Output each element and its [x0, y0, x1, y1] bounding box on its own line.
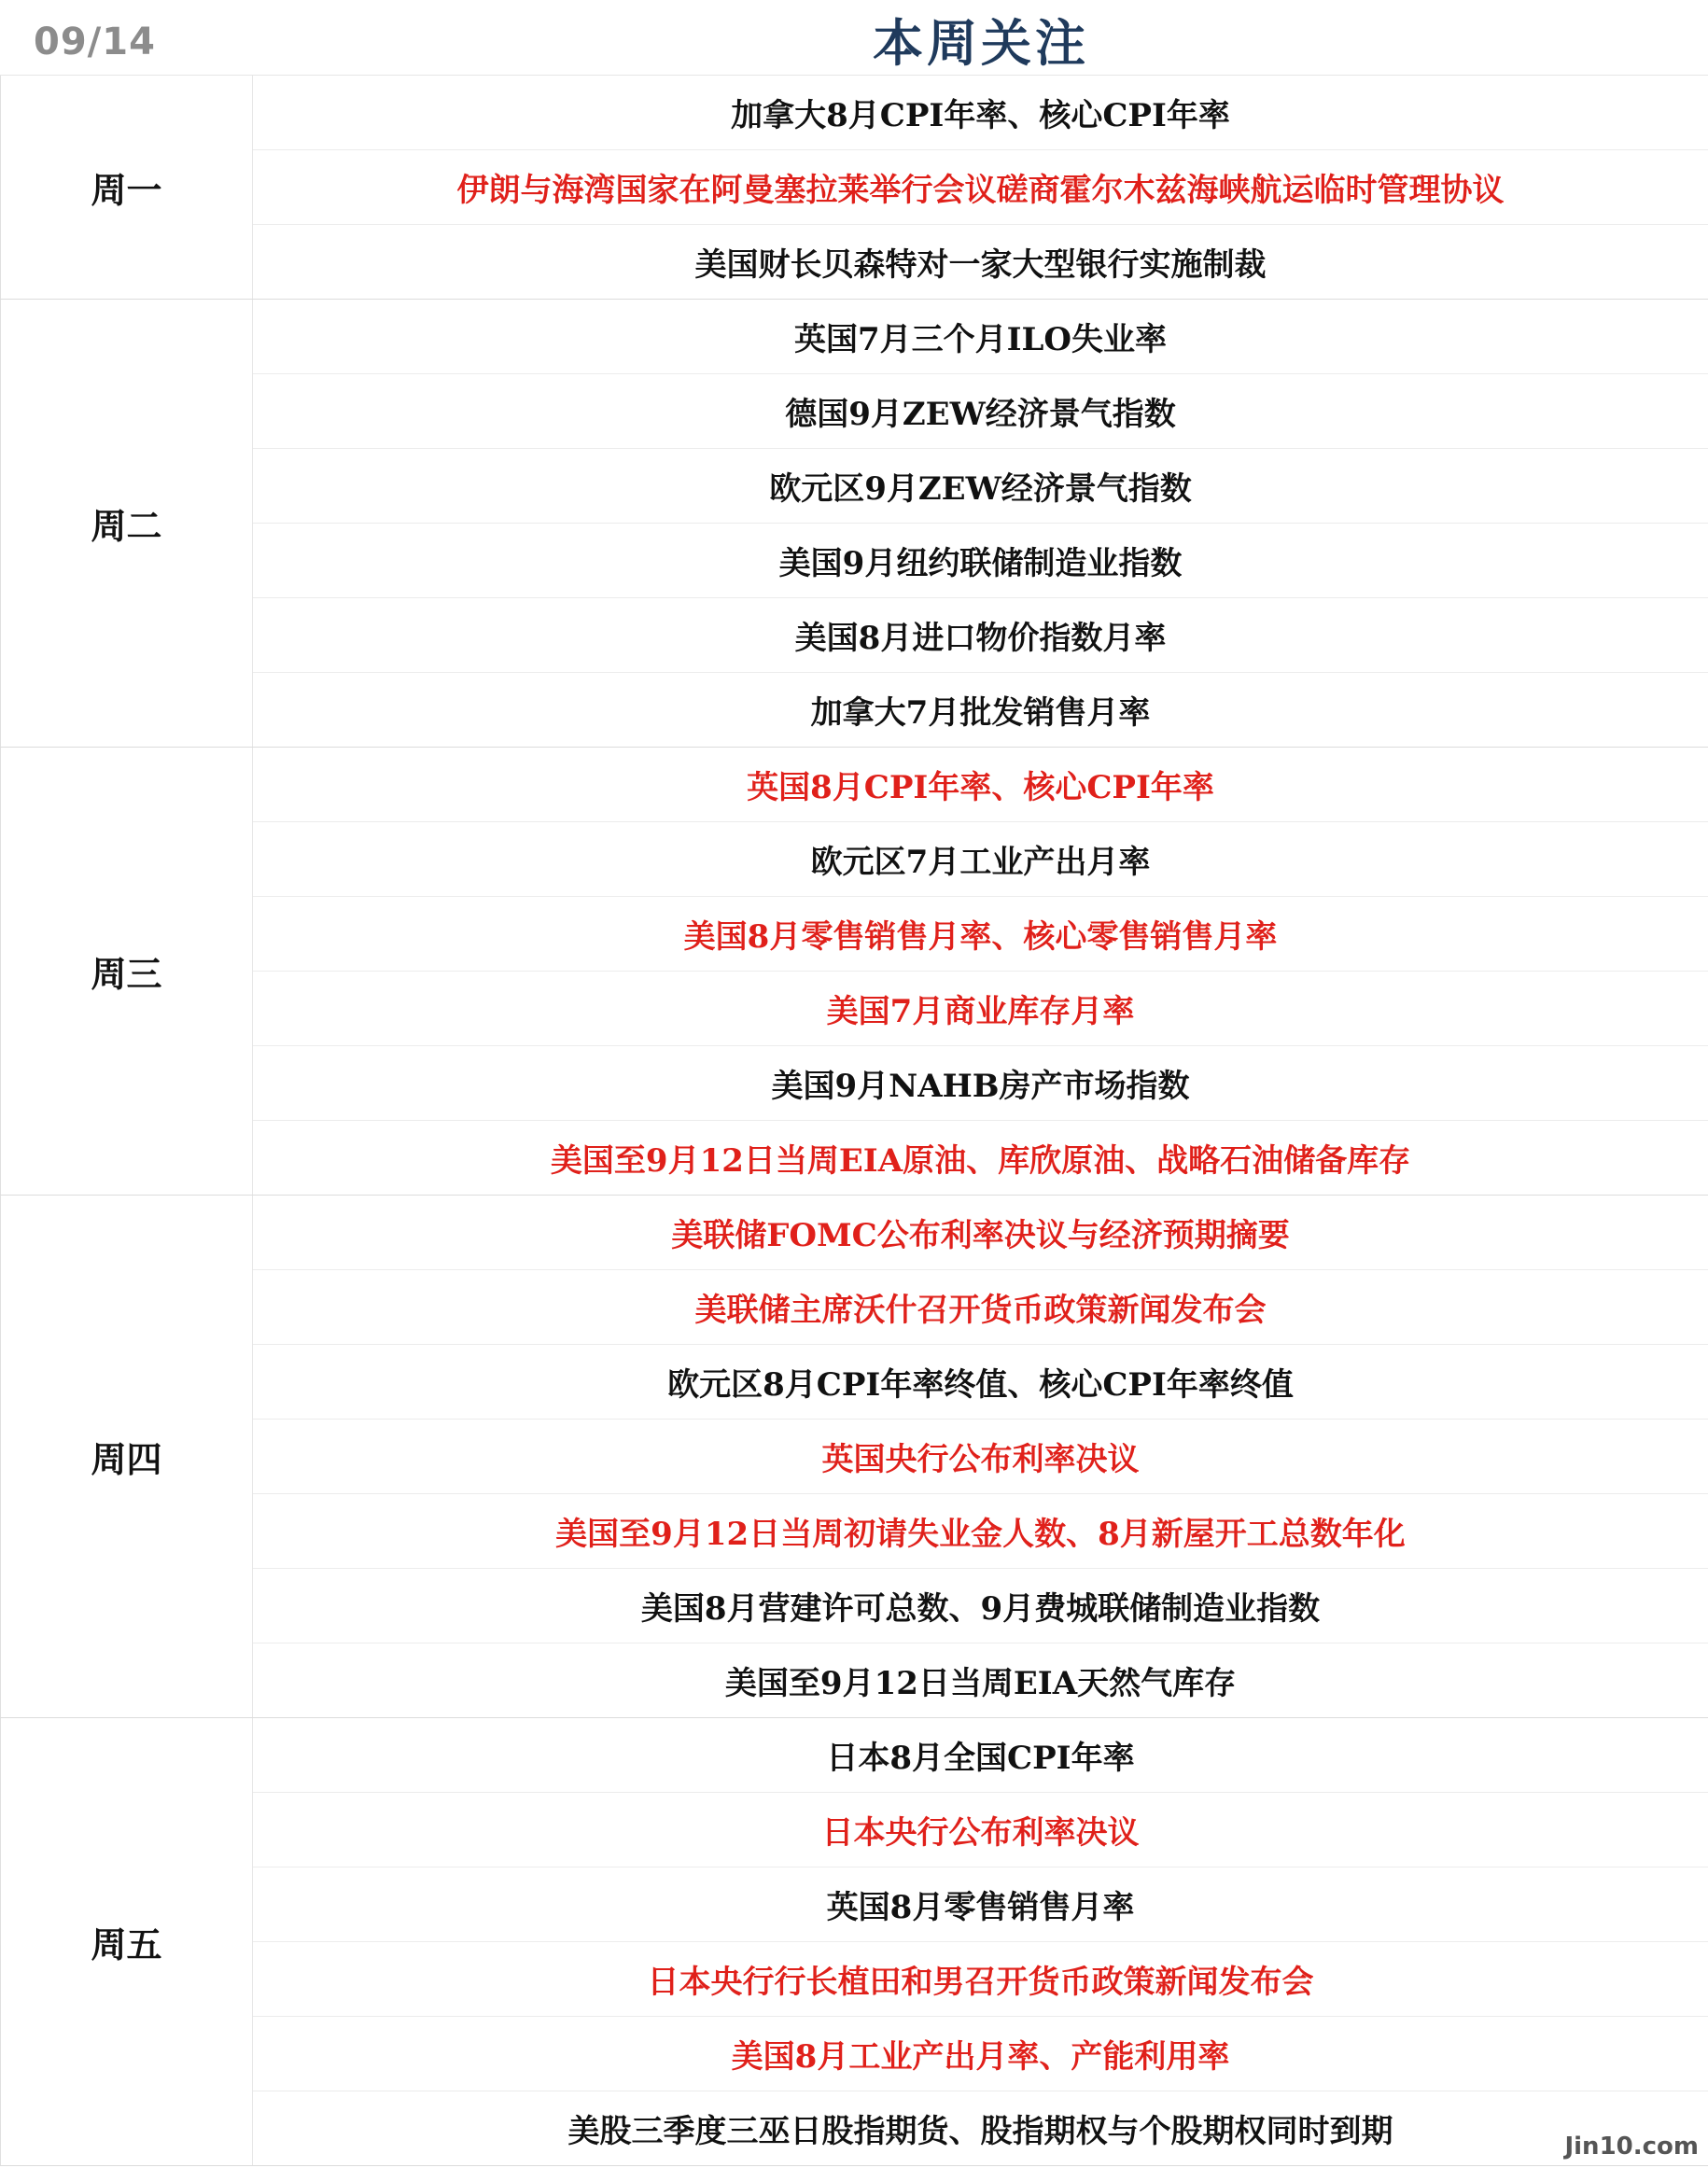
event-item-highlighted: 伊朗与海湾国家在阿曼塞拉莱举行会议磋商霍尔木兹海峡航运临时管理协议: [253, 150, 1708, 225]
weekly-schedule-table: [0, 75, 1708, 2166]
header: [0, 0, 1708, 75]
event-list: [253, 300, 1708, 747]
date-label: 09/14: [34, 21, 156, 63]
event-item: 美国8月进口物价指数月率: [253, 598, 1708, 673]
day-group: [0, 1196, 1708, 1718]
event-item-highlighted: 日本央行行长植田和男召开货币政策新闻发布会: [253, 1942, 1708, 2017]
event-item-highlighted: 美联储FOMC公布利率决议与经济预期摘要: [253, 1196, 1708, 1270]
day-label: 周三: [0, 748, 253, 1195]
page-title: 本周关注: [873, 13, 1089, 73]
event-item-highlighted: 美国至9月12日当周初请失业金人数、8月新屋开工总数年化: [253, 1494, 1708, 1569]
event-item: 欧元区7月工业产出月率: [253, 822, 1708, 897]
event-list: [253, 76, 1708, 299]
event-item: 美国9月纽约联储制造业指数: [253, 524, 1708, 598]
event-item: 欧元区9月ZEW经济景气指数: [253, 449, 1708, 524]
event-item: 德国9月ZEW经济景气指数: [253, 374, 1708, 449]
watermark: Jin10.com: [1564, 2133, 1699, 2161]
event-item-highlighted: 美国7月商业库存月率: [253, 972, 1708, 1046]
event-item-highlighted: 美联储主席沃什召开货币政策新闻发布会: [253, 1270, 1708, 1345]
event-item: 美国财长贝森特对一家大型银行实施制裁: [694, 246, 1267, 284]
event-item: 英国8月零售销售月率: [253, 1867, 1708, 1942]
event-item: 加拿大7月批发销售月率: [810, 694, 1151, 732]
event-item: 加拿大8月CPI年率、核心CPI年率: [253, 76, 1708, 150]
event-item-highlighted: 美国至9月12日当周EIA原油、库欣原油、战略石油储备库存: [550, 1142, 1411, 1180]
event-item: 美国至9月12日当周EIA天然气库存: [724, 1665, 1237, 1702]
event-item-highlighted: 日本央行公布利率决议: [253, 1793, 1708, 1867]
day-label: 周二: [0, 300, 253, 747]
day-label: 周一: [0, 76, 253, 299]
event-item-highlighted: 美国8月零售销售月率、核心零售销售月率: [253, 897, 1708, 972]
event-list: [253, 1196, 1708, 1717]
day-label: 周四: [0, 1196, 253, 1717]
event-item: 日本8月全国CPI年率: [253, 1718, 1708, 1793]
day-group: [0, 76, 1708, 300]
event-item-highlighted: 英国央行公布利率决议: [253, 1420, 1708, 1494]
event-item-highlighted: 美国8月工业产出月率、产能利用率: [253, 2017, 1708, 2091]
event-list: [253, 748, 1708, 1195]
day-group: [0, 300, 1708, 748]
event-item: 欧元区8月CPI年率终值、核心CPI年率终值: [253, 1345, 1708, 1420]
event-item: 英国7月三个月ILO失业率: [253, 300, 1708, 374]
day-group: [0, 1718, 1708, 2166]
event-item: 美国9月NAHB房产市场指数: [253, 1046, 1708, 1121]
event-item: 美股三季度三巫日股指期货、股指期权与个股期权同时到期: [567, 2113, 1393, 2150]
event-item-highlighted: 英国8月CPI年率、核心CPI年率: [253, 748, 1708, 822]
day-label: 周五: [0, 1718, 253, 2165]
day-group: [0, 748, 1708, 1196]
event-item: 美国8月营建许可总数、9月费城联储制造业指数: [253, 1569, 1708, 1643]
event-list: [253, 1718, 1708, 2165]
